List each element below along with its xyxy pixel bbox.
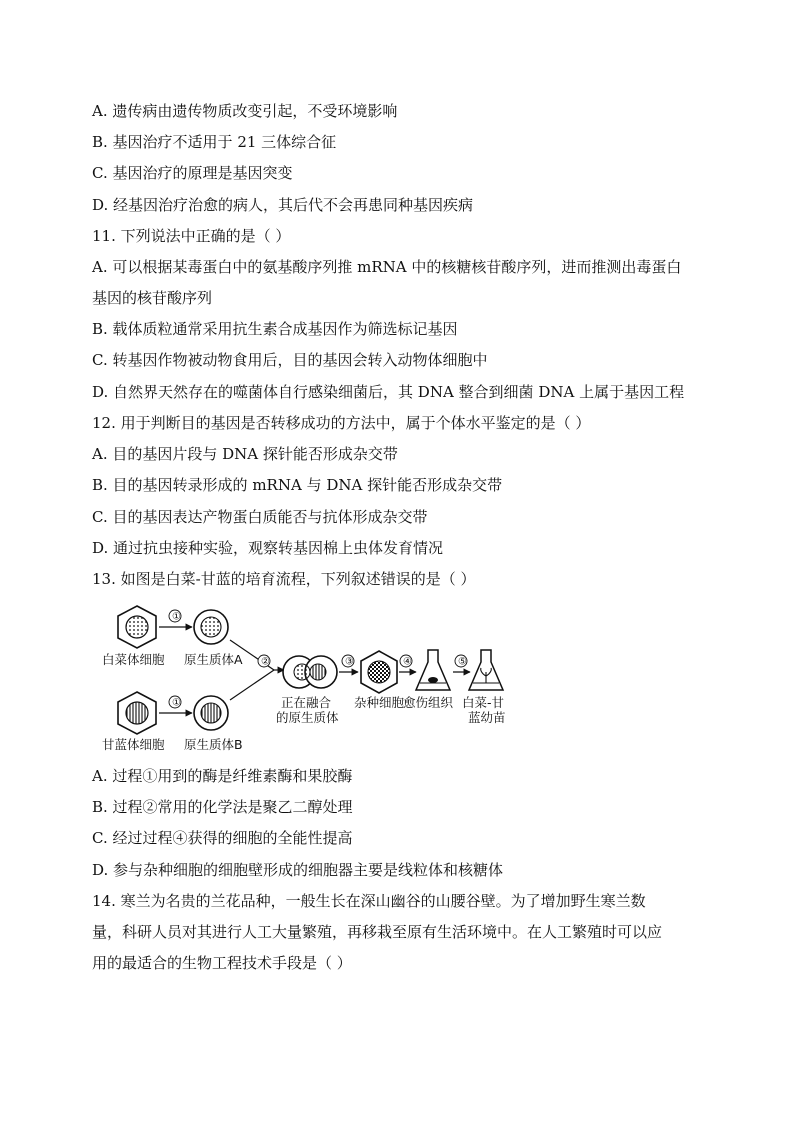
- q11-option-c: C. 转基因作物被动物食用后，目的基因会转入动物体细胞中: [92, 351, 488, 369]
- label-fusing-2: 的原生质体: [276, 710, 339, 725]
- q12-option-c: C. 目的基因表达产物蛋白质能否与抗体形成杂交带: [92, 508, 428, 526]
- q13-stem: 13. 如图是白菜-甘蓝的培育流程，下列叙述错误的是（ ）: [92, 570, 476, 588]
- q11-stem: 11. 下列说法中正确的是（ ）: [92, 227, 291, 245]
- seedling-flask-icon: [469, 650, 503, 690]
- label-seedling-2: 蓝幼苗: [468, 710, 506, 725]
- q12-option-a: A. 目的基因片段与 DNA 探针能否形成杂交带: [92, 445, 398, 463]
- label-callus: 愈伤组织: [403, 695, 454, 710]
- label-protoplast-a: 原生质体A: [184, 652, 243, 667]
- q12-option-d: D. 通过抗虫接种实验，观察转基因棉上虫体发育情况: [92, 539, 444, 557]
- cabbage-cell-icon: [118, 606, 156, 648]
- fusing-protoplast-icon: [283, 656, 337, 688]
- protoplast-b-icon: [194, 696, 228, 730]
- q13-option-a: A. 过程①用到的酶是纤维素酶和果胶酶: [92, 767, 353, 785]
- step5-label: ⑤: [458, 656, 467, 668]
- q10-option-a: A. 遗传病由遗传物质改变引起，不受环境影响: [92, 102, 398, 120]
- label-hybrid-cell: 杂种细胞: [354, 695, 405, 710]
- step1-bottom-label: ①: [172, 697, 181, 709]
- step2-label: ②: [261, 656, 270, 668]
- step1-top-label: ①: [172, 611, 181, 623]
- breeding-flow-diagram: [96, 604, 516, 754]
- label-kale-cell: 甘蓝体细胞: [102, 737, 165, 752]
- q12-stem: 12. 用于判断目的基因是否转移成功的方法中，属于个体水平鉴定的是（ ）: [92, 414, 591, 432]
- q10-option-d: D. 经基因治疗治愈的病人，其后代不会再患同种基因疾病: [92, 196, 474, 214]
- label-seedling-1: 白菜-甘: [462, 695, 505, 710]
- protoplast-a-icon: [194, 610, 228, 644]
- q12-option-b: B. 目的基因转录形成的 mRNA 与 DNA 探针能否形成杂交带: [92, 476, 503, 494]
- step3-label: ③: [345, 656, 354, 668]
- label-protoplast-b: 原生质体B: [184, 737, 243, 752]
- q14-stem-line3: 用的最适合的生物工程技术手段是（ ）: [92, 954, 352, 972]
- hybrid-cell-icon: [361, 651, 397, 693]
- label-cabbage-cell: 白菜体细胞: [102, 652, 165, 667]
- kale-cell-icon: [118, 692, 156, 734]
- q14-stem-line1: 14. 寒兰为名贵的兰花品种，一般生长在深山幽谷的山腰谷壁。为了增加野生寒兰数: [92, 892, 646, 910]
- callus-flask-icon: [416, 650, 450, 690]
- step4-label: ④: [403, 656, 412, 668]
- q13-option-c: C. 经过过程④获得的细胞的全能性提高: [92, 829, 353, 847]
- q11-option-d: D. 自然界天然存在的噬菌体自行感染细菌后，其 DNA 整合到细菌 DNA 上属于基因工程: [92, 383, 685, 401]
- label-fusing-1: 正在融合: [281, 695, 332, 710]
- converge-line-bottom: [230, 670, 274, 700]
- q11-option-a: A. 可以根据某毒蛋白中的氨基酸序列推 mRNA 中的核糖核苷酸序列，进而推测出毒蛋白: [92, 258, 682, 276]
- q10-option-b: B. 基因治疗不适用于 21 三体综合征: [92, 133, 337, 151]
- q13-option-d: D. 参与杂种细胞的细胞壁形成的细胞器主要是线粒体和核糖体: [92, 861, 504, 879]
- q10-option-c: C. 基因治疗的原理是基因突变: [92, 164, 293, 182]
- q13-option-b: B. 过程②常用的化学法是聚乙二醇处理: [92, 798, 353, 816]
- q14-stem-line2: 量，科研人员对其进行人工大量繁殖，再移栽至原有生活环境中。在人工繁殖时可以应: [92, 923, 663, 941]
- q11-option-a-cont: 基因的核苷酸序列: [92, 289, 213, 307]
- q11-option-b: B. 载体质粒通常采用抗生素合成基因作为筛选标记基因: [92, 320, 458, 338]
